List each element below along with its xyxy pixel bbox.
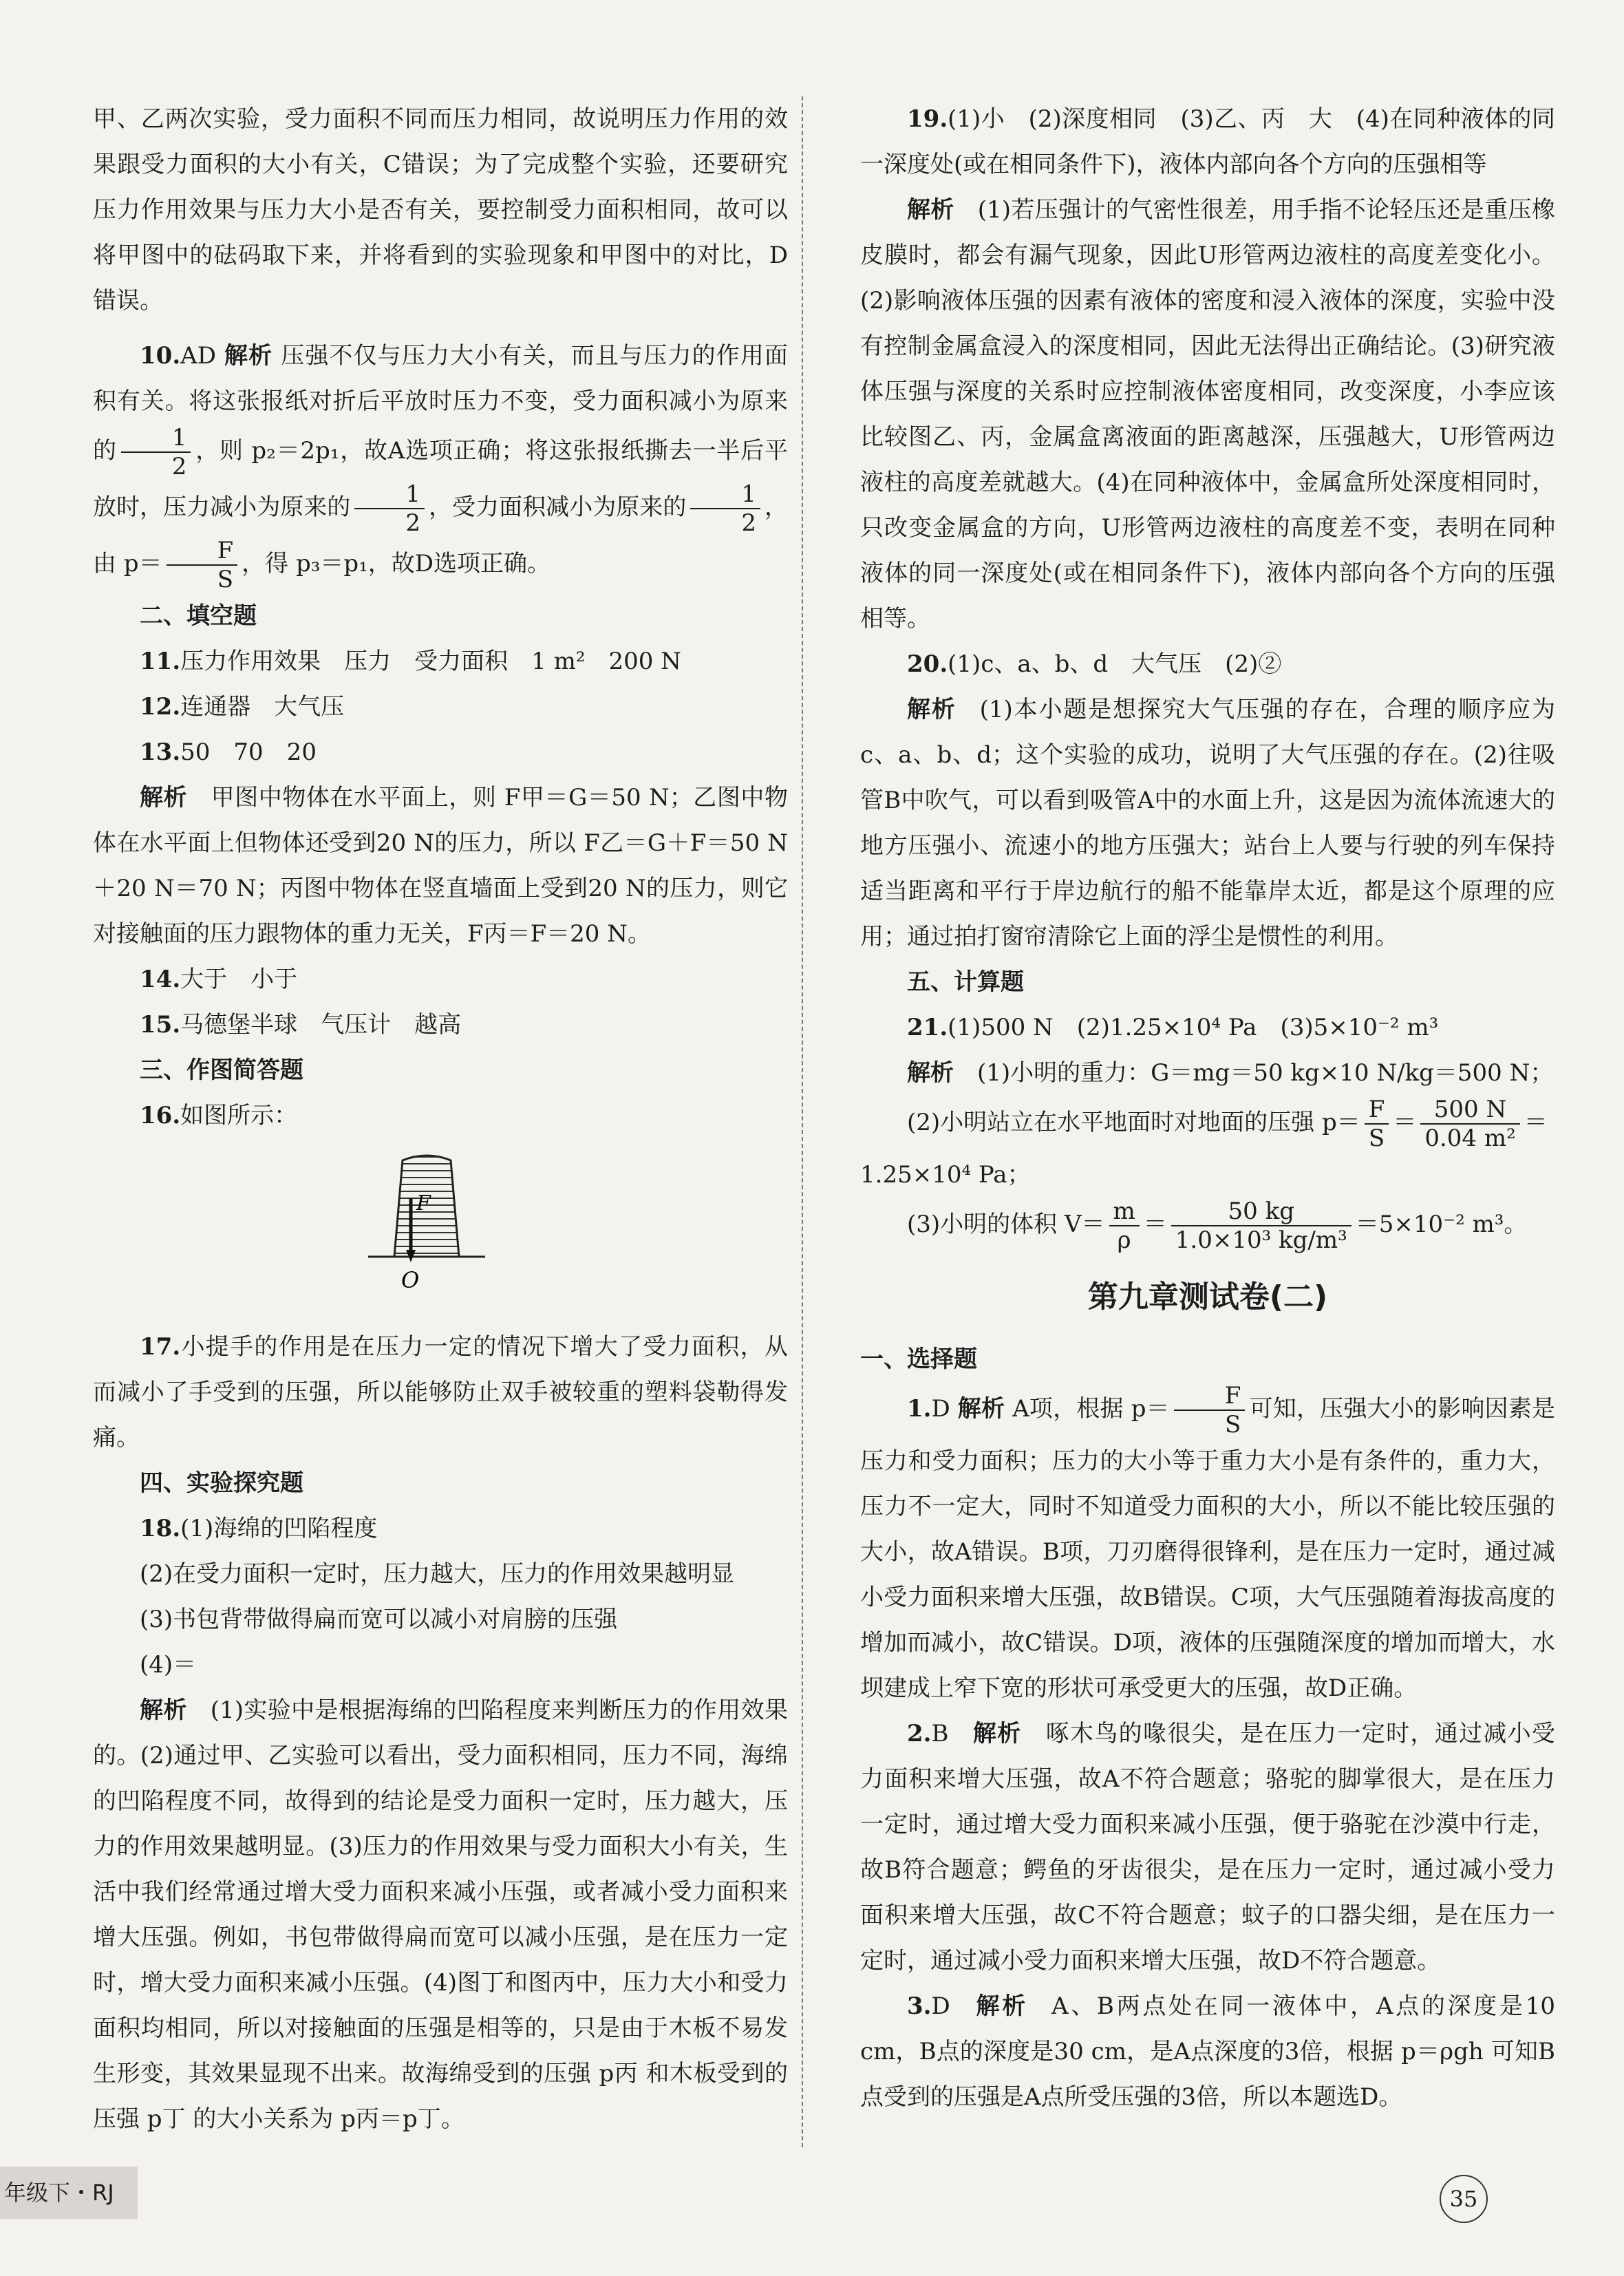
page-number: 35 — [1440, 2175, 1488, 2223]
q15-answer: 15.马德堡半球 气压计 越高 — [140, 1011, 462, 1039]
right-column — [860, 96, 1555, 2120]
q21-step1: 解析 (1)小明的重力：G＝mg＝50 kg×10 N/kg＝500 N； — [907, 1059, 1554, 1087]
fraction-f-over-s: $\frac{F}{S}$ — [167, 537, 238, 593]
fraction-f-over-s: $\frac{F}{S}$ — [1174, 1382, 1246, 1438]
q18-part2: (2)在受力面积一定时，压力越大，压力的作用效果越明显 — [140, 1560, 735, 1588]
force-label: F — [416, 1191, 431, 1215]
q10-choice: AD — [180, 342, 216, 370]
q10-text-2: ，则 p₂＝2p₁，故A选项正确；将这张报纸撕去一半后平放时，压力减小为原来的 — [93, 437, 789, 521]
pressure-force-figure — [368, 1147, 485, 1319]
q12-answer: 12.连通器 大气压 — [140, 693, 345, 721]
q21-step3: (3)小明的体积 V＝ $\frac{m}{\rho}$ ＝ $\frac{50 kg}{\text{1.0×10³ kg/m³}}$ ＝5×10⁻² m³。 — [907, 1198, 1528, 1254]
section-drawing: 三、作图简答题 — [140, 1056, 303, 1084]
fraction-pressure-values: $\frac{500 N}{\text{0.04 m²}}$ — [1420, 1096, 1519, 1152]
c2-answer: 2.B 解析 啄木鸟的喙很尖，是在压力一定时，通过减小受力面积来增大压强，故A不符合题意；骆驼的脚掌很大，是在压力一定时，通过增大受力面积来减小压强，便于骆驼在沙漠中行走，故B符合题意；鳄鱼的牙齿很尖，是在压力一定时，通过减小受力面积来增大压强，故C不符合题意；蚊子的口器尖细，是在压力一定时，通过减小受力面积来增大压强，故D不符合题意。 — [860, 1720, 1555, 1975]
point-o-label: O — [401, 1267, 420, 1293]
q10-analysis-label: 解析 — [224, 342, 273, 370]
q16-answer: 16.如图所示： — [140, 1102, 298, 1129]
q10-number: 10. — [140, 342, 181, 370]
grade-tab: 年级下・RJ — [0, 2167, 138, 2219]
q21-step2: (2)小明站立在水平地面时对地面的压强 p＝ $\frac{F}{S}$ ＝ $\frac{500 N}{\text{0.04 m²}}$ ＝ — [907, 1096, 1548, 1152]
column-divider — [802, 96, 803, 2147]
force-diagram — [93, 1138, 788, 1324]
chapter-title: 第九章测试卷(二) — [1087, 1279, 1328, 1315]
q10-text-3: ，受力面积减小为原来的 — [428, 493, 687, 521]
q13-analysis: 解析 甲图中物体在水平面上，则 F甲＝G＝50 N；乙图中物体在水平面上但物体还受到20 N的压力，所以 F乙＝G＋F＝50 N＋20 N＝70 N；丙图中物体在竖直墙面上受到20 N的压力，则它对接触面的压力跟物体的重力无关，F丙＝F＝20 N。 — [93, 784, 788, 948]
fraction-volume-values: $\frac{50 kg}{\text{1.0×10³ kg/m³}}$ — [1171, 1198, 1351, 1254]
section-experiment: 四、实验探究题 — [140, 1469, 303, 1497]
q20-answer: 20.(1)c、a、b、d 大气压 (2)② — [907, 650, 1282, 678]
q11-answer: 11.压力作用效果 压力 受力面积 1 m² 200 N — [140, 648, 681, 675]
q13-answer: 13.50 70 20 — [140, 738, 317, 766]
q10-text-1: 压强不仅与压力大小有关，而且与压力的作用面积有关。将这张报纸对折后平放时压力不变，受力面积减小为原来的 — [93, 342, 789, 465]
fraction-half: $\frac{1}{2}$ — [354, 480, 425, 537]
q21-step2-result: 1.25×10⁴ Pa； — [860, 1161, 1031, 1189]
section-calculation: 五、计算题 — [907, 968, 1024, 996]
fraction-f-over-s: $\frac{F}{S}$ — [1365, 1096, 1389, 1152]
q17-answer: 17.小提手的作用是在压力一定的情况下增大了受力面积，从而减小了手受到的压强，所以能够防止双手被较重的塑料袋勒得发痛。 — [93, 1333, 788, 1451]
section-choice: 一、选择题 — [860, 1346, 977, 1373]
fraction-half: $\frac{1}{2}$ — [121, 424, 191, 480]
q20-analysis: 解析 (1)本小题是想探究大气压强的存在，合理的顺序应为c、a、b、d；这个实验的成功，说明了大气压强的存在。(2)往吸管B中吹气，可以看到吸管A中的水面上升，这是因为流体流速大的地方压强小、流速小的地方压强大；站台上人要与行驶的列车保持适当距离和平行于岸边航行的船不能靠岸太近，都是这个原理的应用；通过拍打窗帘清除它上面的浮尘是惯性的利用。 — [860, 696, 1555, 950]
c3-answer: 3.D 解析 A、B两点处在同一液体中，A点的深度是10 cm，B点的深度是30 cm，是A点深度的3倍，根据 p＝ρgh 可知B点受到的压强是A点所受压强的3倍，所以本题选D。 — [860, 1992, 1556, 2111]
q19-answer: 19.(1)小 (2)深度相同 (3)乙、丙 大 (4)在同种液体的同一深度处(或在相同条件下)，液体内部向各个方向的压强相等 — [860, 105, 1555, 178]
q10-text-4: ，由 p＝ — [93, 493, 789, 577]
fraction-m-over-rho: $\frac{m}{\rho}$ — [1109, 1198, 1140, 1254]
q18-part4: (4)＝ — [140, 1651, 197, 1679]
section-fill-in: 二、填空题 — [140, 602, 257, 630]
fraction-half: $\frac{1}{2}$ — [690, 480, 760, 537]
q9-continuation: 甲、乙两次实验，受力面积不同而压力相同，故说明压力作用的效果跟受力面积的大小有关，C错误；为了完成整个实验，还要研究压力作用效果与压力大小是否有关，要控制受力面积相同，故可以将甲图中的砝码取下来，并将看到的实验现象和甲图中的对比，D错误。 — [93, 105, 788, 315]
q18-part3: (3)书包背带做得扁而宽可以减小对肩膀的压强 — [140, 1606, 618, 1633]
q18-part1: 18.(1)海绵的凹陷程度 — [140, 1515, 378, 1542]
left-column — [93, 96, 788, 2142]
c1-answer: 1.D 解析 A项，根据 p＝ $\frac{F}{S}$ 可知，压强大小的影响因素是压力和受力面积；压力的大小等于重力大小是有条件的，重力大，压力不一定大，同时不知道受力面积的大小，所以不能比较压强的大小，故A错误。B项，刀刃磨得很锋利，是在压力一定时，通过减小受力面积来增大压强，故B错误。C项，大气压强随着海拔高度的增加而减小，故C错误。D项，液体的压强随深度的增加而增大，水坝建成上窄下宽的形状可承受更大的压强，故D正确。 — [860, 1382, 1556, 1702]
q14-answer: 14.大于 小于 — [140, 966, 298, 993]
q10-text-5: ，得 p₃＝p₁，故D选项正确。 — [242, 550, 551, 577]
q19-analysis: 解析 (1)若压强计的气密性很差，用手指不论轻压还是重压橡皮膜时，都会有漏气现象，因此U形管两边液柱的高度差变化小。(2)影响液体压强的因素有液体的密度和浸入液体的深度，实验中没有控制金属盒浸入的深度相同，因此无法得出正确结论。(3)研究液体压强与深度的关系时应控制液体密度相同，改变深度，小李应该比较图乙、丙，金属盒离液面的距离越深，压强越大，U形管两边液柱的高度差就越大。(4)在同种液体中，金属盒所处深度相同时，只改变金属盒的方向，U形管两边液柱的高度差不变，表明在同种液体的同一深度处(或在相同条件下)，液体内部向各个方向的压强相等。 — [860, 196, 1555, 632]
q21-answer: 21.(1)500 N (2)1.25×10⁴ Pa (3)5×10⁻² m³ — [907, 1014, 1439, 1041]
q18-analysis: 解析 (1)实验中是根据海绵的凹陷程度来判断压力的作用效果的。(2)通过甲、乙实验可以看出，受力面积相同，压力不同，海绵的凹陷程度不同，故得到的结论是受力面积一定时，压力越大，压力的作用效果越明显。(3)压力的作用效果与受力面积大小有关，生活中我们经常通过增大受力面积来减小压强，或者减小受力面积来增大压强。例如，书包带做得扁而宽可以减小压强，是在压力一定时，增大受力面积来减小压强。(4)图丁和图丙中，压力大小和受力面积均相同，所以对接触面的压强是相等的，只是由于木板不易发生形变，其效果显现不出来。故海绵受到的压强 p丙 和木板受到的压强 p丁 的大小关系为 p丙＝p丁。 — [93, 1697, 788, 2133]
q10-answer — [93, 333, 788, 593]
